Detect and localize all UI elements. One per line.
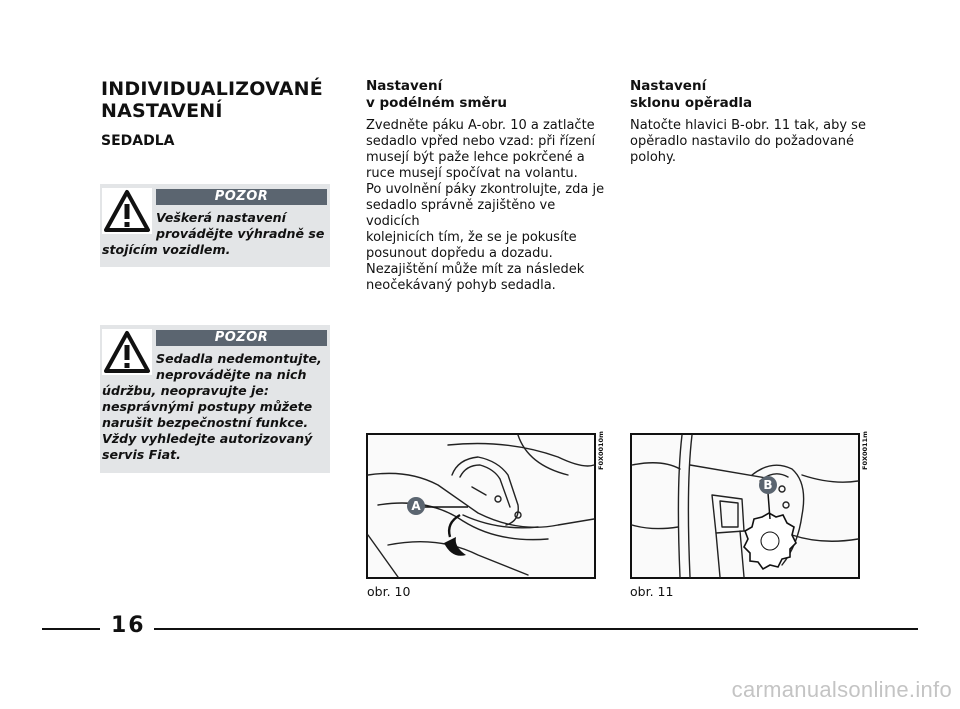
warning-label: POZOR xyxy=(156,330,327,346)
section-subtitle: SEDADLA xyxy=(101,133,175,149)
section-title-line1: INDIVIDUALIZOVANÉ xyxy=(101,78,323,100)
backrest-knob-illustration xyxy=(632,435,858,577)
seat-lever-illustration xyxy=(368,435,594,577)
marker-a: A xyxy=(407,497,425,515)
footer-rule-left xyxy=(42,628,100,630)
section-title-line2: NASTAVENÍ xyxy=(101,100,223,122)
figure-backrest-knob xyxy=(630,431,869,579)
section-heading: Nastavení sklonu opěradla xyxy=(630,78,753,111)
warning-text: Sedadla nedemontujte, neprovádějte na nich údržbu, neopravujte je: nesprávnými postupy můžete narušit bezpečnostní funkce. Vždy vyhledejte autorizovaný servis Fiat. xyxy=(102,351,322,462)
figure-seat-lever xyxy=(366,431,605,579)
backrest-adjustment-section xyxy=(630,78,890,166)
figure-caption: obr. 10 xyxy=(367,584,411,599)
page-number: 16 xyxy=(111,613,146,638)
warning-text: Veškerá nastavení provádějte výhradně se stojícím vozidlem. xyxy=(102,210,325,257)
section-heading: Nastavení v podélném směru xyxy=(366,78,507,111)
figure-caption: obr. 11 xyxy=(630,584,674,599)
longitudinal-adjustment-section xyxy=(366,78,606,294)
figure-code: F0X0011m xyxy=(861,431,869,470)
marker-b: B xyxy=(759,476,777,494)
warning-box-1 xyxy=(100,184,330,267)
watermark: carmanualsonline.info xyxy=(731,677,952,702)
section-title xyxy=(101,78,341,122)
figure-code: F0X0010m xyxy=(597,431,605,470)
warning-label: POZOR xyxy=(156,189,327,205)
warning-box-2 xyxy=(100,325,330,473)
footer-rule-right xyxy=(154,628,918,630)
section-body: Zvedněte páku A-obr. 10 a zatlačte sedadlo vpřed nebo vzad: při řízení musejí být paže lehce pokrčené a ruce musejí spočívat na volantu. Po uvolnění páky zkontrolujte, zda je sedadlo správně zajištěno ve vodicích kolejnicích tím, že se je pokusíte posunout dopředu a dozadu. Nezajištění může mít za následek neočekávaný pohyb sedadla. xyxy=(366,118,605,293)
section-body: Natočte hlavici B-obr. 11 tak, aby se opěradlo nastavilo do požadované polohy. xyxy=(630,118,866,165)
